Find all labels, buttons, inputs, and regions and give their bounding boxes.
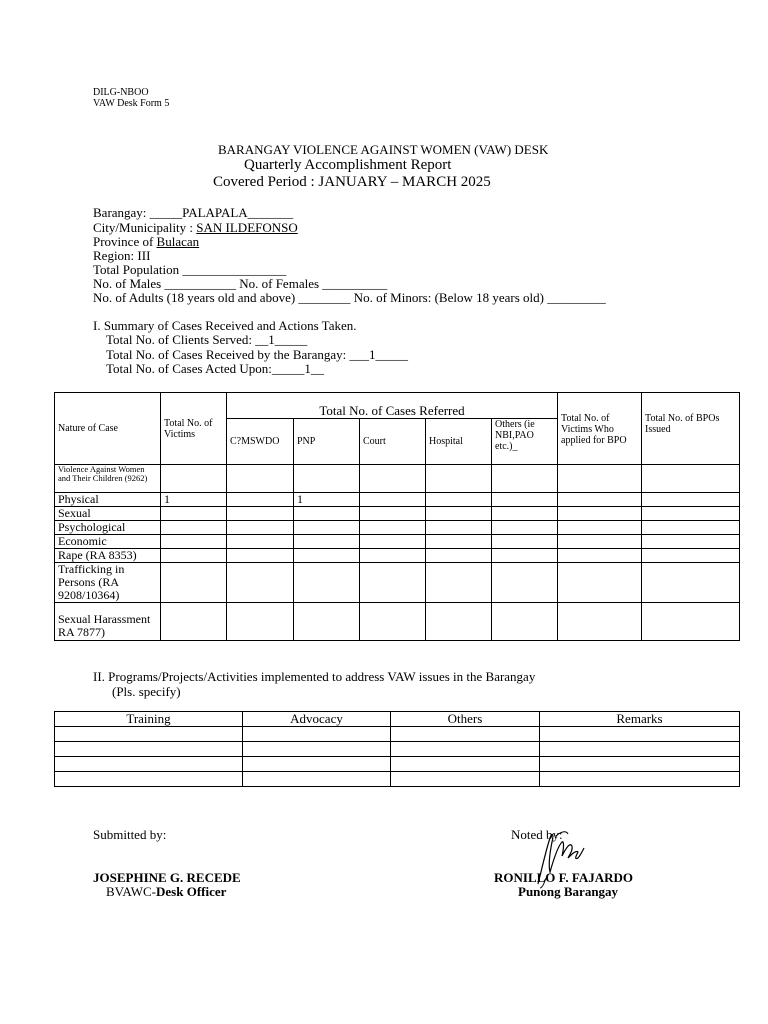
submitter-title-bold: Desk Officer — [156, 884, 227, 899]
cases-acted: Total No. of Cases Acted Upon:_____1__ — [106, 361, 324, 376]
header-cmswdo: C?MSWDO — [227, 419, 294, 465]
row-victims — [161, 603, 227, 641]
city-value: SAN ILDEFONSO — [196, 220, 298, 235]
row-nature: Violence Against Women and Their Children (9262) — [55, 465, 161, 493]
header-nature: Nature of Case — [55, 393, 161, 465]
table-row — [55, 757, 740, 772]
ppa-table — [54, 711, 740, 787]
row-nature: Physical — [55, 493, 161, 507]
table-row — [55, 563, 740, 603]
ppa-header-remarks: Remarks — [540, 712, 740, 727]
table-row — [55, 535, 740, 549]
header-others: Others (ie NBI,PAO etc.)_ — [492, 419, 558, 465]
row-pnp — [294, 521, 360, 535]
table-row — [55, 727, 740, 742]
header-bpo-issued: Total No. of BPOs Issued — [642, 393, 740, 465]
row-nature: Trafficking in Persons (RA 9208/10364) — [55, 563, 161, 603]
header-bpo-applied: Total No. of Victims Who applied for BPO — [558, 393, 642, 465]
row-pnp — [294, 563, 360, 603]
row-nature: Psychological — [55, 521, 161, 535]
region-line: Region: III — [93, 248, 151, 263]
row-victims — [161, 563, 227, 603]
title-line-3: Covered Period : JANUARY – MARCH 2025 — [213, 174, 491, 190]
noter-title: Punong Barangay — [518, 884, 619, 899]
header-pnp: PNP — [294, 419, 360, 465]
row-victims — [161, 465, 227, 493]
ppa-header-training: Training — [55, 712, 243, 727]
row-victims: 1 — [161, 493, 227, 507]
row-pnp — [294, 535, 360, 549]
table-row — [55, 549, 740, 563]
noted-by-label: Noted by: — [511, 827, 563, 842]
row-pnp — [294, 465, 360, 493]
row-pnp — [294, 603, 360, 641]
table-row — [55, 493, 740, 507]
header-court: Court — [360, 419, 426, 465]
table-row — [55, 772, 740, 787]
section2-heading: II. Programs/Projects/Activities implemented to address VAW issues in the Barangay — [93, 669, 536, 684]
title-line-2: Quarterly Accomplishment Report — [244, 157, 452, 173]
row-pnp — [294, 507, 360, 521]
row-pnp: 1 — [294, 493, 360, 507]
barangay-value: _____PALAPALA_______ — [149, 205, 294, 220]
population-line: Total Population ________________ — [93, 262, 287, 277]
form-code: DILG-NBOO — [93, 87, 149, 98]
submitter-title — [106, 884, 226, 900]
row-pnp — [294, 549, 360, 563]
submitter-title-prefix: BVAWC- — [106, 884, 157, 899]
table-row — [55, 603, 740, 641]
row-victims — [161, 521, 227, 535]
header-referred: Total No. of Cases Referred — [227, 393, 558, 419]
adults-minors-line: No. of Adults (18 years old and above) ________ No. of Minors: (Below 18 years old) _________ — [93, 290, 606, 305]
ppa-header-advocacy: Advocacy — [243, 712, 391, 727]
row-nature: Sexual Harassment RA 7877) — [55, 603, 161, 641]
province-label: Province of — [93, 234, 157, 249]
row-victims — [161, 507, 227, 521]
header-hospital: Hospital — [426, 419, 492, 465]
row-victims — [161, 549, 227, 563]
barangay-label: Barangay: — [93, 205, 150, 220]
city-label: City/Municipality : — [93, 220, 197, 235]
ppa-header-others: Others — [391, 712, 540, 727]
clients-served: Total No. of Clients Served: __1_____ — [106, 332, 308, 347]
section1-heading: I. Summary of Cases Received and Actions Taken. — [93, 318, 357, 333]
males-females-line: No. of Males ___________ No. of Females __________ — [93, 276, 388, 291]
cases-table — [54, 392, 740, 641]
submitter-name: JOSEPHINE G. RECEDE — [93, 870, 241, 885]
title-line-1: BARANGAY VIOLENCE AGAINST WOMEN (VAW) DESK — [218, 142, 549, 157]
table-row — [55, 465, 740, 493]
table-row — [55, 521, 740, 535]
noter-name: RONILLO F. FAJARDO — [494, 870, 634, 885]
cases-received: Total No. of Cases Received by the Barangay: ___1_____ — [106, 347, 408, 362]
ppa-header-row — [55, 712, 740, 727]
row-nature: Economic — [55, 535, 161, 549]
table-row — [55, 507, 740, 521]
row-nature: Sexual — [55, 507, 161, 521]
form-name: VAW Desk Form 5 — [93, 98, 170, 109]
header-victims: Total No. of Victims — [161, 393, 227, 465]
row-victims — [161, 535, 227, 549]
submitted-by-label: Submitted by: — [93, 827, 167, 842]
row-nature: Rape (RA 8353) — [55, 549, 161, 563]
province-value: Bulacan — [156, 234, 200, 249]
section2-sub: (Pls. specify) — [112, 684, 181, 699]
table-row — [55, 742, 740, 757]
barangay-line — [93, 205, 293, 221]
